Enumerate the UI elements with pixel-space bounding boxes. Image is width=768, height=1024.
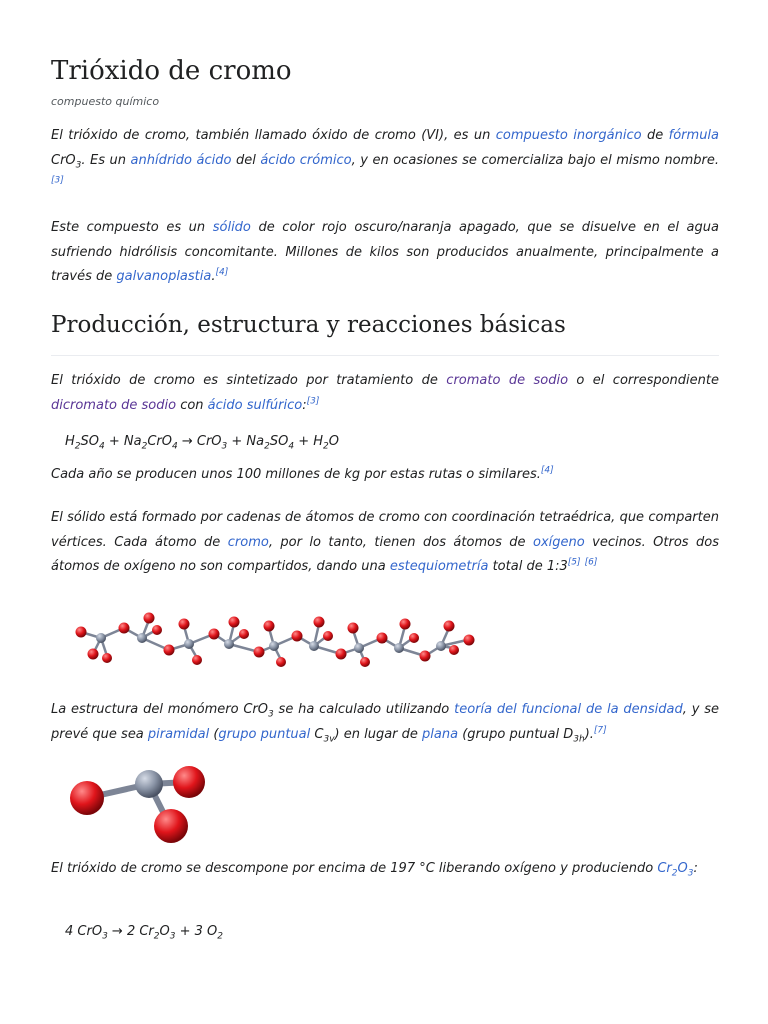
text: (grupo puntual D: [458, 726, 574, 742]
link-text: Cr: [657, 861, 672, 876]
eq-text: + H: [294, 434, 324, 449]
eq-text: O: [328, 434, 339, 449]
page-subtitle: compuesto químico: [51, 95, 160, 108]
subscript: 3v: [323, 734, 335, 745]
text: (: [209, 726, 219, 742]
reference-link[interactable]: [6]: [584, 557, 598, 568]
link-estequiometria[interactable]: estequiometría: [389, 559, 489, 574]
text: ) en lugar de: [334, 726, 423, 742]
section-paragraph-4: [51, 698, 719, 747]
link-acido-cromico[interactable]: ácido crómico: [260, 152, 352, 168]
equation-2: [65, 924, 224, 942]
chromium-atom: [135, 770, 163, 798]
text: El trióxido de cromo es sintetizado por tratamiento de: [51, 373, 447, 388]
subscript: 2: [217, 931, 224, 942]
chain-molecule-image: [69, 598, 489, 670]
link-solido[interactable]: sólido: [212, 220, 251, 235]
link-compuesto-inorganico[interactable]: compuesto inorgánico: [495, 128, 642, 143]
reference-link[interactable]: [5]: [567, 557, 581, 568]
text: con: [176, 397, 208, 413]
text: Cada año se producen unos 100 millones de kg por estas rutas o similares.: [51, 467, 541, 482]
eq-text: SO: [269, 434, 289, 449]
eq-text: + 3 O: [175, 924, 218, 939]
section-paragraph-5: [51, 857, 719, 882]
reference-link[interactable]: [3]: [306, 396, 320, 407]
subscript: 3h: [573, 734, 585, 745]
link-piramidal[interactable]: piramidal: [147, 726, 210, 742]
subscript: 4: [288, 441, 295, 452]
text: o el correspondiente: [568, 373, 719, 388]
subscript: 2: [74, 441, 81, 452]
subscript: 3: [687, 868, 694, 879]
subscript: 3: [221, 441, 228, 452]
text: La estructura del monómero CrO: [51, 702, 268, 717]
chain-oxygen-atoms: [76, 613, 475, 668]
eq-text: → 2 Cr: [107, 924, 154, 939]
subscript: 4: [99, 441, 105, 452]
link-dicromato-de-sodio[interactable]: dicromato de sodio: [51, 397, 177, 413]
text: Este compuesto es un: [51, 220, 213, 235]
text: del: [231, 152, 261, 168]
text: se ha calculado utilizando: [273, 702, 455, 717]
text: de: [641, 128, 669, 143]
eq-text: H: [65, 434, 75, 449]
link-acido-sulfurico[interactable]: ácido sulfúrico: [207, 397, 303, 413]
oxygen-atom: [173, 766, 205, 798]
link-galvanoplastia[interactable]: galvanoplastia: [116, 269, 212, 284]
section-divider: [51, 355, 719, 356]
text: . Es un: [81, 152, 131, 168]
link-text: O: [677, 861, 688, 876]
section-paragraph-1: [51, 369, 719, 418]
subscript: 3: [75, 160, 82, 171]
reference-link[interactable]: [7]: [593, 725, 607, 736]
subscript: 2: [153, 931, 160, 942]
text: , y en ocasiones se comercializa bajo el mismo nombre.: [351, 152, 719, 168]
text: :: [302, 397, 307, 413]
subscript: 4: [171, 441, 178, 452]
eq-text: + Na: [227, 434, 265, 449]
link-cr2o3[interactable]: [657, 861, 694, 879]
subscript: 2: [264, 441, 270, 452]
text: vecinos. Otros dos átomos de oxígeno no son compartidos, dando una: [51, 534, 719, 574]
section-paragraph-2: [51, 463, 719, 488]
subscript: 2: [323, 441, 329, 452]
reference-link[interactable]: [3]: [51, 175, 64, 186]
link-teoria-funcional-densidad[interactable]: teoría del funcional de la densidad: [454, 702, 683, 717]
text: :: [693, 861, 698, 876]
eq-text: O: [159, 924, 170, 939]
link-cromato-de-sodio[interactable]: cromato de sodio: [446, 373, 569, 388]
eq-text: CrO: [147, 434, 172, 449]
text: total de 1:3: [488, 559, 568, 574]
eq-text: → CrO: [177, 434, 222, 449]
reference-link[interactable]: [4]: [215, 267, 229, 278]
section-heading: Producción, estructura y reacciones básicas: [51, 312, 566, 338]
link-oxigeno[interactable]: oxígeno: [533, 534, 585, 550]
text: C: [310, 726, 324, 742]
subscript: 2: [141, 441, 148, 452]
text: CrO: [51, 152, 76, 168]
text: El sólido está formado por cadenas de átomos de cromo con coordinación tetraédrica, que comparten vértices. Cada átomo de: [51, 510, 719, 550]
link-formula[interactable]: fórmula: [668, 128, 720, 143]
text: .: [211, 269, 216, 284]
text: , y se prevé que sea: [51, 702, 719, 742]
eq-text: 4 CrO: [65, 924, 103, 939]
subscript: 3: [268, 709, 274, 720]
text: El trióxido de cromo, también llamado óxido de cromo (VI), es un: [51, 128, 496, 143]
eq-text: + Na: [104, 434, 142, 449]
monomer-molecule-image: [67, 762, 207, 852]
text: ).: [584, 726, 594, 742]
reference-link[interactable]: [4]: [540, 465, 554, 476]
subscript: 2: [671, 868, 678, 879]
link-plana[interactable]: plana: [422, 726, 459, 742]
intro-paragraph-2: [51, 216, 719, 290]
page-title: Trióxido de cromo: [51, 56, 292, 86]
oxygen-atom: [154, 809, 188, 843]
subscript: 3: [169, 931, 176, 942]
oxygen-atom: [70, 781, 104, 815]
intro-paragraph-1: [51, 124, 719, 198]
link-grupo-puntual[interactable]: grupo puntual: [218, 726, 311, 742]
text: de color rojo oscuro/naranja apagado, que se disuelve en el agua sufriendo hidrólisis concomitante. Millones de kilos son producidos anualmente, principalmente a través de: [51, 220, 719, 284]
link-anhidrido-acido[interactable]: anhídrido ácido: [130, 152, 232, 168]
equation-1: [65, 434, 339, 452]
eq-text: SO: [80, 434, 99, 449]
section-paragraph-3: [51, 506, 719, 580]
link-cromo[interactable]: cromo: [227, 534, 269, 550]
subscript: 3: [102, 931, 108, 942]
text: El trióxido de cromo se descompone por encima de 197 °C liberando oxígeno y produciendo: [51, 861, 658, 876]
text: , por lo tanto, tienen dos átomos de: [268, 534, 533, 550]
